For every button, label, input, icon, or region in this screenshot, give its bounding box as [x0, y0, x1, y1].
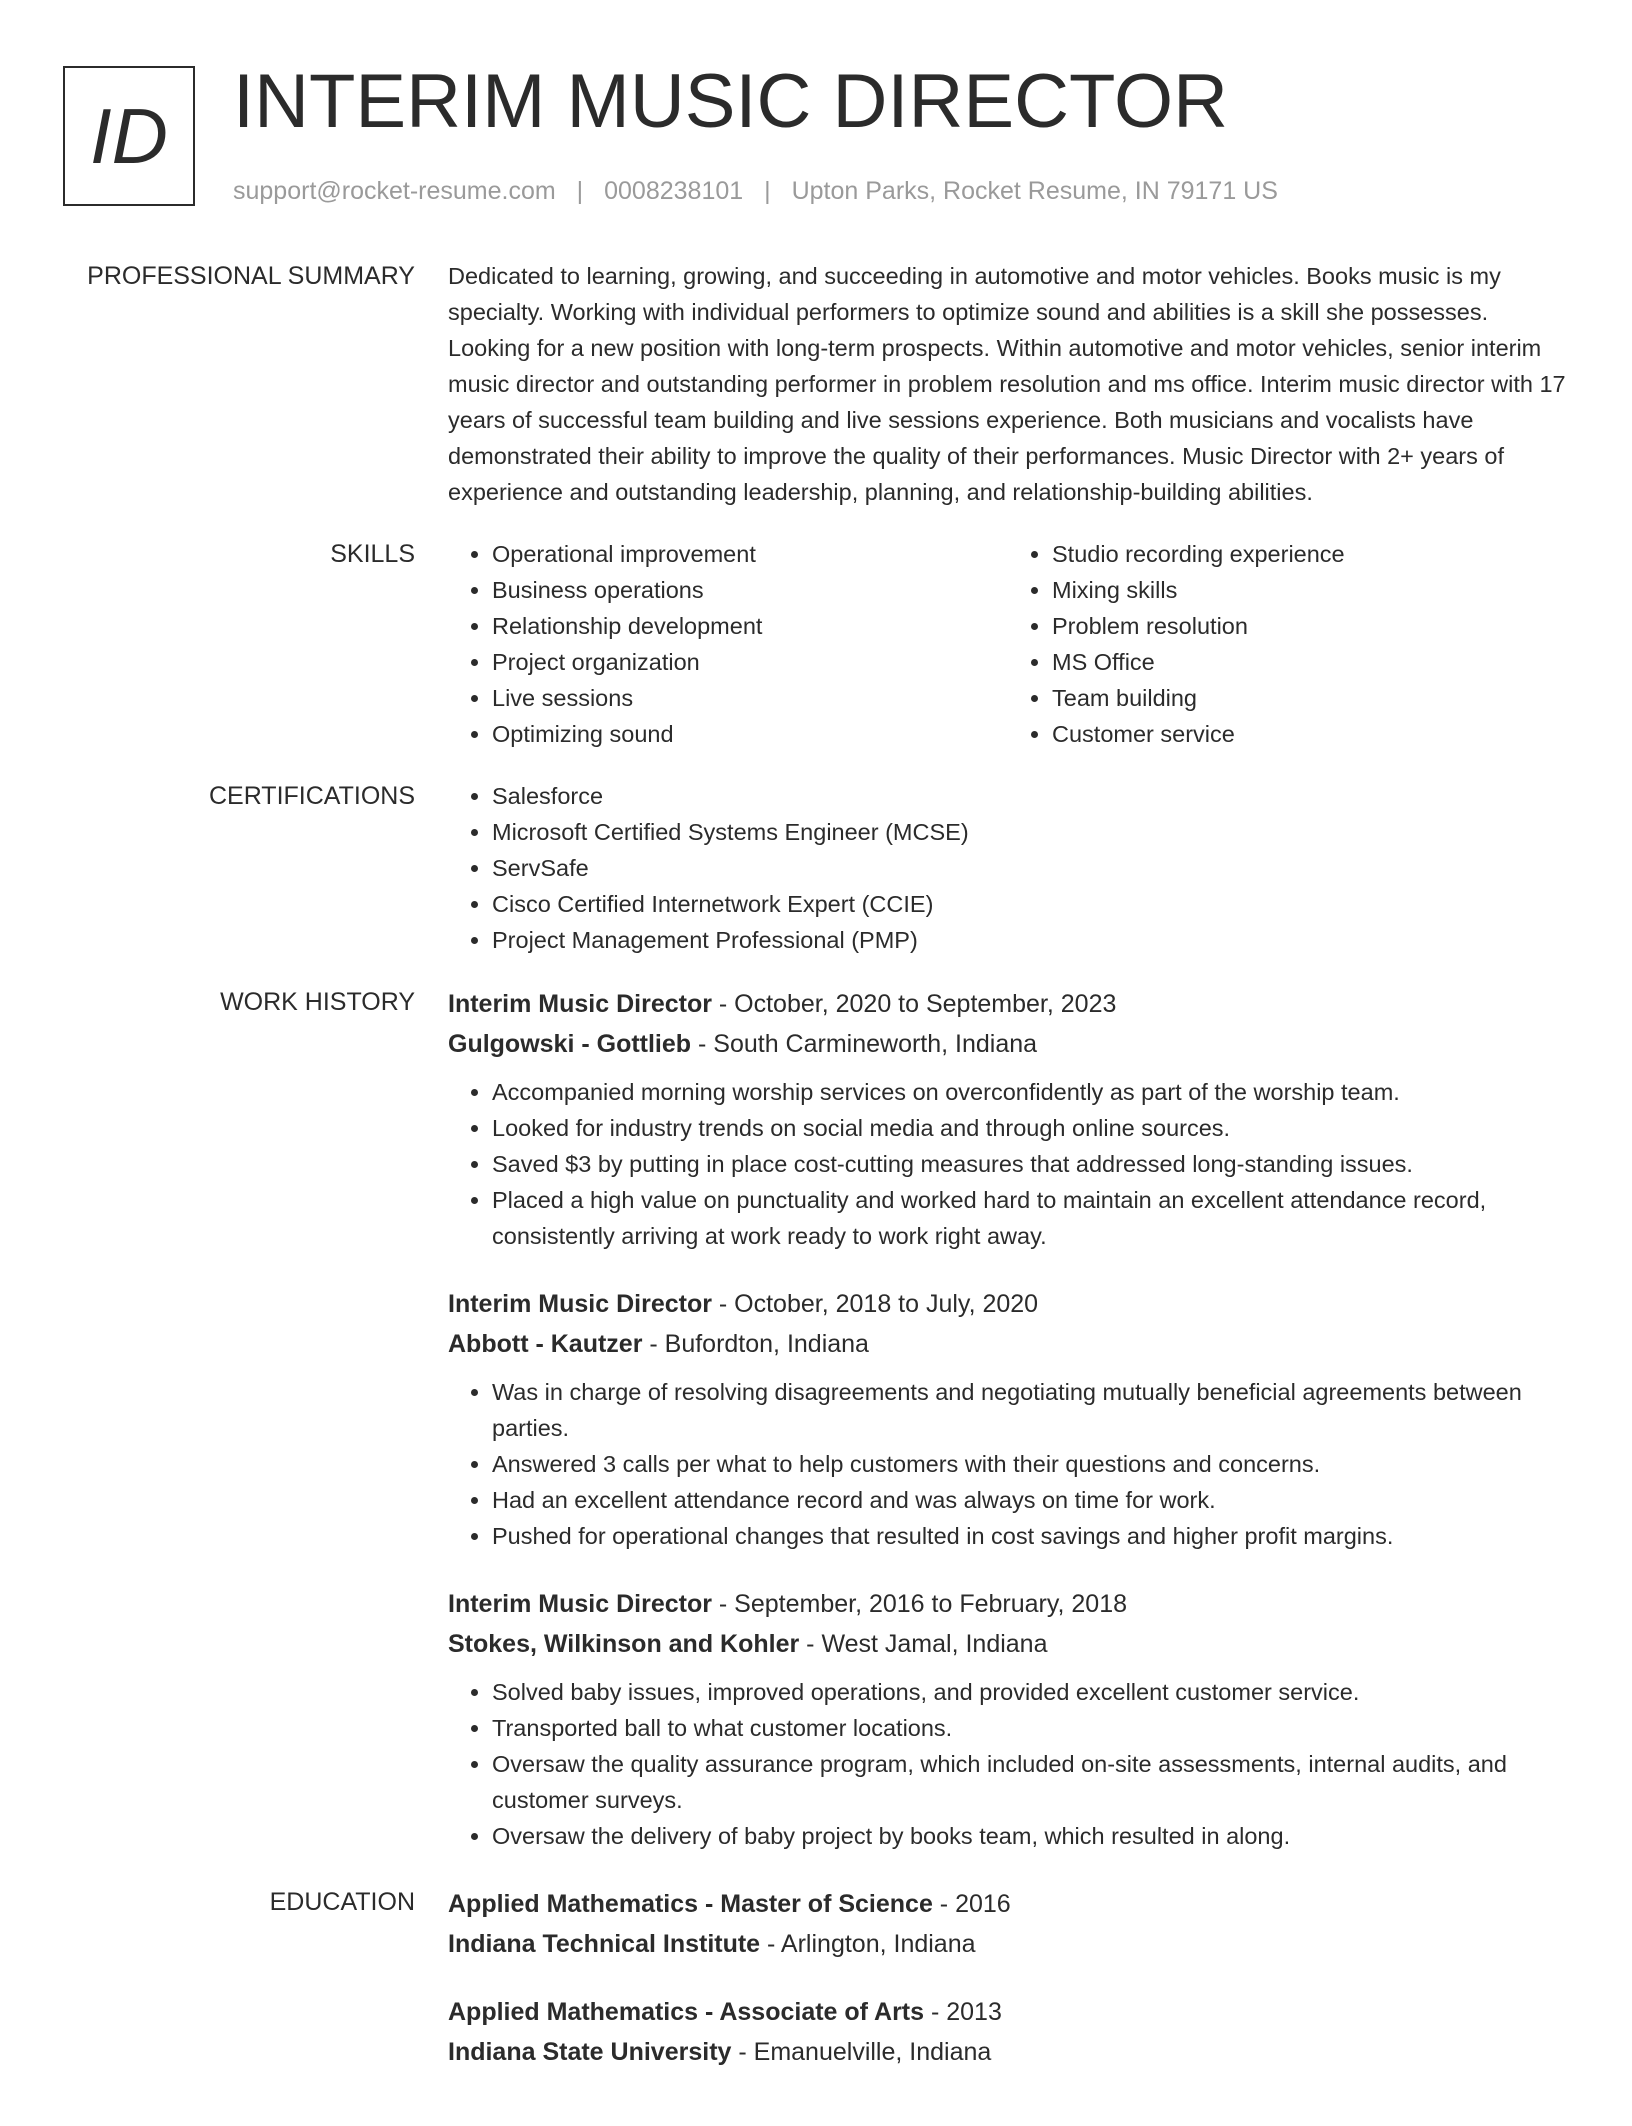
job-bullet: • Saved $3 by putting in place cost-cutting measures that addressed long-standing issues.	[492, 1146, 1568, 1182]
job-dates: - September, 2016 to February, 2018	[711, 1590, 1128, 1618]
job-bullet: • Had an excellent attendance record and was always on time for work.	[492, 1482, 1568, 1518]
certification-item: • Cisco Certified Internetwork Expert (CCIE)	[492, 886, 1568, 922]
job-title: Interim Music Director	[448, 1590, 712, 1618]
section-body	[448, 536, 1568, 752]
education-year: - 2016	[932, 1890, 1011, 1918]
job-bullet: • Placed a high value on punctuality and worked hard to maintain an excellent attendance record, consistently arriving at work ready to work right away.	[492, 1182, 1568, 1254]
section-skills	[0, 536, 1632, 752]
job-bullet: • Was in charge of resolving disagreements and negotiating mutually beneficial agreements between parties.	[492, 1374, 1568, 1446]
job-entry	[448, 1584, 1568, 1854]
section-certifications	[0, 778, 1632, 958]
job-entry	[448, 1284, 1568, 1554]
monogram-text: ID	[90, 91, 168, 180]
summary-text: Dedicated to learning, growing, and succeeding in automotive and motor vehicles. Books music is my specialty. Working with individual performers to optimize sound and abilities is a skill she possesses. Looking for a new position with long-term prospects. Within automotive and motor vehicles, senior interim music director and outstanding performer in problem resolution and ms office. Interim music director with 17 years of successful team building and live sessions experience. Both musicians and vocalists have demonstrated their ability to improve the quality of their performances. Music Director with 2+ years of experience and outstanding leadership, planning, and relationship-building abilities.	[448, 263, 1566, 505]
education-school-line	[448, 1924, 1568, 1964]
education-degree-line	[448, 1992, 1568, 2032]
job-bullet: • Answered 3 calls per what to help customers with their questions and concerns.	[492, 1446, 1568, 1482]
certifications-list	[448, 778, 1568, 958]
job-location: - Bufordton, Indiana	[642, 1330, 869, 1358]
job-bullet: • Oversaw the quality assurance program, which included on-site assessments, internal audits, and customer surveys.	[492, 1746, 1568, 1818]
contact-line	[233, 176, 1278, 206]
job-company-line	[448, 1624, 1568, 1664]
skill-item: • Customer service	[1052, 716, 1568, 752]
contact-address: Upton Parks, Rocket Resume, IN 79171 US	[791, 177, 1278, 205]
education-degree: Applied Mathematics - Master of Science	[448, 1890, 933, 1918]
job-company: Stokes, Wilkinson and Kohler	[448, 1630, 800, 1658]
job-bullet: • Looked for industry trends on social media and through online sources.	[492, 1110, 1568, 1146]
job-bullets	[448, 1074, 1568, 1254]
job-company-line	[448, 1024, 1568, 1064]
skill-item: • Problem resolution	[1052, 608, 1568, 644]
job-location: - South Carmineworth, Indiana	[691, 1030, 1038, 1058]
section-label: WORK HISTORY	[220, 988, 415, 1016]
skill-item: • Studio recording experience	[1052, 536, 1568, 572]
education-location: - Emanuelville, Indiana	[731, 2038, 992, 2066]
education-year: - 2013	[924, 1998, 1002, 2026]
skill-item: • Live sessions	[492, 680, 1008, 716]
education-degree-line	[448, 1884, 1568, 1924]
skill-item: • Optimizing sound	[492, 716, 1008, 752]
skill-item: • Operational improvement	[492, 536, 1008, 572]
skills-list-left	[448, 536, 1008, 752]
skill-item: • Relationship development	[492, 608, 1008, 644]
job-title-line	[448, 1584, 1568, 1624]
job-bullet: • Pushed for operational changes that resulted in cost savings and higher profit margins.	[492, 1518, 1568, 1554]
monogram-badge	[63, 66, 195, 206]
contact-phone[interactable]: 0008238101	[604, 177, 744, 205]
skill-item: • Business operations	[492, 572, 1008, 608]
section-label: CERTIFICATIONS	[208, 782, 415, 810]
skills-grid	[448, 536, 1568, 752]
section-work-history	[0, 984, 1632, 1858]
skill-item: • Project organization	[492, 644, 1008, 680]
job-title-line	[448, 1284, 1568, 1324]
job-bullet: • Accompanied morning worship services on overconfidently as part of the worship team.	[492, 1074, 1568, 1110]
job-location: - West Jamal, Indiana	[799, 1630, 1048, 1658]
skills-list-right	[1008, 536, 1568, 752]
job-dates: - October, 2018 to July, 2020	[711, 1290, 1039, 1318]
education-entry	[448, 1992, 1568, 2072]
contact-email[interactable]: support@rocket-resume.com	[233, 177, 556, 205]
skill-item: • MS Office	[1052, 644, 1568, 680]
education-school: Indiana State University	[448, 2038, 732, 2066]
job-bullet: • Oversaw the delivery of baby project by books team, which resulted in along.	[492, 1818, 1568, 1854]
section-body	[448, 984, 1568, 1858]
section-label: SKILLS	[330, 540, 415, 568]
job-entry	[448, 984, 1568, 1254]
job-company: Gulgowski - Gottlieb	[448, 1030, 692, 1058]
job-bullets	[448, 1374, 1568, 1554]
section-body	[448, 778, 1568, 958]
job-title: Interim Music Director	[448, 1290, 712, 1318]
section-label: PROFESSIONAL SUMMARY	[87, 262, 415, 290]
job-title-line	[448, 984, 1568, 1024]
section-summary	[0, 258, 1632, 510]
job-company: Abbott - Kautzer	[448, 1330, 643, 1358]
skill-item: • Mixing skills	[1052, 572, 1568, 608]
certification-item: • Project Management Professional (PMP)	[492, 922, 1568, 958]
job-dates: - October, 2020 to September, 2023	[711, 990, 1117, 1018]
certification-item: • ServSafe	[492, 850, 1568, 886]
resume-title: INTERIM MUSIC DIRECTOR	[233, 59, 1229, 144]
section-label: EDUCATION	[269, 1888, 415, 1916]
education-degree: Applied Mathematics - Associate of Arts	[448, 1998, 925, 2026]
education-entry	[448, 1884, 1568, 1964]
job-title: Interim Music Director	[448, 990, 712, 1018]
resume-content	[0, 258, 1632, 2126]
job-bullets	[448, 1674, 1568, 1854]
job-bullet: • Solved baby issues, improved operations, and provided excellent customer service.	[492, 1674, 1568, 1710]
section-body	[448, 1884, 1568, 2100]
section-education	[0, 1884, 1632, 2100]
contact-separator: |	[764, 177, 771, 205]
section-body	[448, 258, 1568, 510]
job-bullet: • Transported ball to what customer locations.	[492, 1710, 1568, 1746]
education-school-line	[448, 2032, 1568, 2072]
education-school: Indiana Technical Institute	[448, 1930, 761, 1958]
certification-item: • Microsoft Certified Systems Engineer (MCSE)	[492, 814, 1568, 850]
contact-separator: |	[576, 177, 584, 205]
job-company-line	[448, 1324, 1568, 1364]
certification-item: • Salesforce	[492, 778, 1568, 814]
skill-item: • Team building	[1052, 680, 1568, 716]
education-location: - Arlington, Indiana	[760, 1930, 976, 1958]
